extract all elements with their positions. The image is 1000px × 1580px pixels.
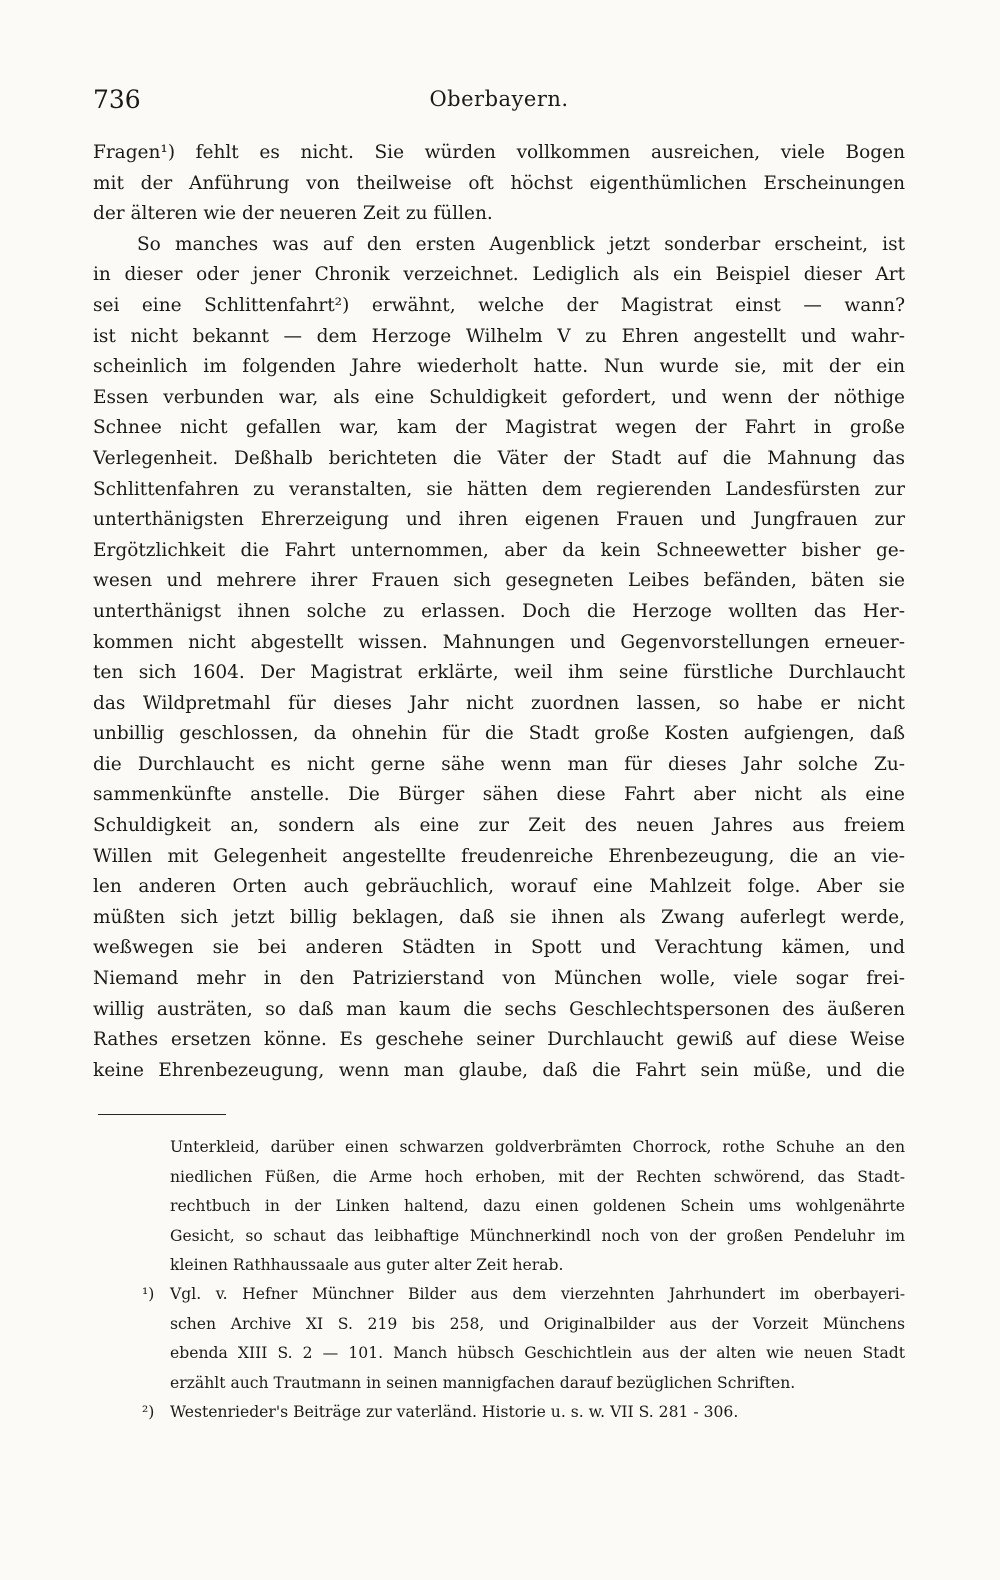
body-line: kommen nicht abgestellt wissen. Mahnungen und Gegenvorstellungen erneuer-	[93, 631, 905, 653]
body-line: Schuldigkeit an, sondern als eine zur Zeit des neuen Jahres aus freiem	[93, 815, 905, 837]
footnote-line: kleinen Rathhaussaale aus guter alter Zeit herab.	[170, 1256, 564, 1275]
page-number: 736	[93, 85, 141, 114]
footnote-line: erzählt auch Trautmann in seinen mannigfachen darauf bezüglichen Schriften.	[170, 1373, 796, 1392]
main-text	[93, 138, 905, 1086]
body-line: weßwegen sie bei anderen Städten in Spott und Verachtung kämen, und	[93, 937, 905, 959]
footnote-1	[142, 1280, 905, 1398]
footnote-line: Gesicht, so schaut das leibhaftige Münchnerkindl noch von der großen Pendeluhr im	[170, 1226, 905, 1245]
running-head	[93, 85, 905, 125]
footnote-2	[142, 1398, 905, 1428]
body-line: wesen und mehrere ihrer Frauen sich gesegneten Leibes befänden, bäten sie	[93, 570, 905, 592]
body-line: die Durchlaucht es nicht gerne sähe wenn man für dieses Jahr solche Zu-	[93, 753, 905, 775]
body-line: Schlittenfahren zu veranstalten, sie hätten dem regierenden Landesfürsten zur	[93, 478, 905, 500]
body-line: müßten sich jetzt billig beklagen, daß sie ihnen als Zwang auferlegt werde,	[93, 906, 905, 928]
footnote-line: Vgl. v. Hefner Münchner Bilder aus dem vierzehnten Jahrhundert im oberbayeri-	[170, 1285, 905, 1303]
body-line: scheinlich im folgenden Jahre wiederholt hatte. Nun wurde sie, mit der ein	[93, 356, 905, 378]
body-line: ist nicht bekannt — dem Herzoge Wilhelm V zu Ehren angestellt und wahr-	[93, 325, 905, 347]
body-line: unbillig geschlossen, da ohnehin für die Stadt große Kosten aufgiengen, daß	[93, 723, 905, 745]
body-line: Rathes ersetzen könne. Es geschehe seiner Durchlaucht gewiß auf diese Weise	[93, 1029, 905, 1051]
footnote-marker: ¹)	[142, 1285, 155, 1303]
body-line: mit der Anführung von theilweise oft höchst eigenthümlichen Erscheinungen	[93, 172, 905, 194]
running-title: Oberbayern.	[429, 87, 569, 111]
body-line: unterthänigsten Ehrerzeigung und ihren eigenen Frauen und Jungfrauen zur	[93, 509, 905, 531]
footnote-line: Westenrieder's Beiträge zur vaterländ. Historie u. s. w. VII S. 281 - 306.	[170, 1403, 739, 1422]
body-line: Verlegenheit. Deßhalb berichteten die Väter der Stadt auf die Mahnung das	[93, 447, 905, 469]
body-line: Niemand mehr in den Patrizierstand von München wolle, viele sogar frei-	[93, 968, 905, 990]
body-line: der älteren wie der neueren Zeit zu füllen.	[93, 203, 493, 225]
body-line: Fragen¹) fehlt es nicht. Sie würden vollkommen ausreichen, viele Bogen	[93, 142, 905, 163]
body-line: das Wildpretmahl für dieses Jahr nicht zuordnen lassen, so habe er nicht	[93, 692, 905, 714]
body-line: len anderen Orten auch gebräuchlich, worauf eine Mahlzeit folge. Aber sie	[93, 876, 905, 898]
body-line: So manches was auf den ersten Augenblick jetzt sonderbar erscheint, ist	[137, 233, 905, 255]
footnote-line: ebenda XIII S. 2 — 101. Manch hübsch Geschichtlein aus der alten wie neuen Stadt	[170, 1344, 905, 1363]
footnote-divider	[98, 1114, 226, 1115]
footnote-line: niedlichen Füßen, die Arme hoch erhoben, mit der Rechten schwörend, das Stadt-	[170, 1167, 905, 1186]
body-line: Ergötzlichkeit die Fahrt unternommen, aber da kein Schneewetter bisher ge-	[93, 539, 905, 561]
footnote-continuation	[142, 1133, 905, 1281]
body-line: willig austräten, so daß man kaum die sechs Geschlechtspersonen des äußeren	[93, 998, 905, 1020]
body-line: sammenkünfte anstelle. Die Bürger sähen diese Fahrt aber nicht als eine	[93, 784, 905, 806]
footnote-list	[142, 1280, 905, 1428]
footnote-line: rechtbuch in der Linken haltend, dazu einen goldenen Schein ums wohlgenährte	[170, 1197, 905, 1216]
body-line: keine Ehrenbezeugung, wenn man glaube, daß die Fahrt sein müße, und die	[93, 1059, 905, 1081]
body-line: Schnee nicht gefallen war, kam der Magistrat wegen der Fahrt in große	[93, 417, 905, 439]
body-line: ten sich 1604. Der Magistrat erklärte, weil ihm seine fürstliche Durchlaucht	[93, 662, 905, 684]
body-line: Essen verbunden war, als eine Schuldigkeit gefordert, und wenn der nöthige	[93, 386, 905, 408]
body-line: unterthänigst ihnen solche zu erlassen. Doch die Herzoge wollten das Her-	[93, 600, 905, 622]
footnote-line: Unterkleid, darüber einen schwarzen goldverbrämten Chorrock, rothe Schuhe an den	[170, 1138, 905, 1156]
body-line: sei eine Schlittenfahrt²) erwähnt, welche der Magistrat einst — wann?	[93, 294, 905, 316]
body-line: in dieser oder jener Chronik verzeichnet. Lediglich als ein Beispiel dieser Art	[93, 264, 905, 286]
body-line: Willen mit Gelegenheit angestellte freudenreiche Ehrenbezeugung, die an vie-	[93, 845, 905, 867]
footnote-line: schen Archive XI S. 219 bis 258, und Originalbilder aus der Vorzeit Münchens	[170, 1314, 905, 1333]
footnote-marker: ²)	[142, 1403, 155, 1422]
